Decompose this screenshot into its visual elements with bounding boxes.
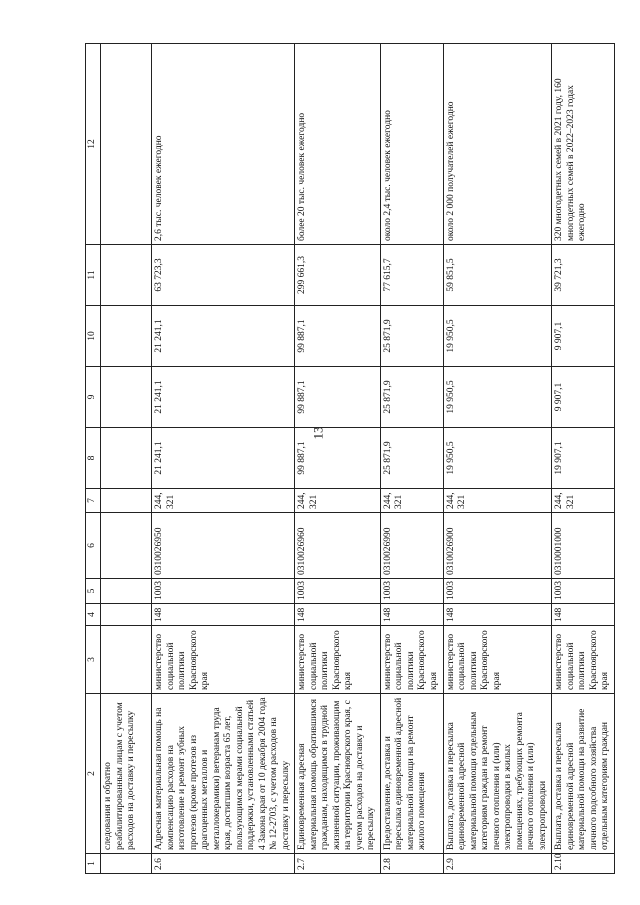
code-target: 0310026900 (443, 513, 552, 579)
amount-total: 63 723,3 (152, 245, 295, 306)
code-grbs: 148 (380, 604, 443, 626)
amount-year-1: 19 907,1 (552, 428, 615, 489)
amount-total: 299 661,3 (295, 245, 381, 306)
expected-result: 320 многодетных семей в 2021 году, 160 многодетных семей в 2022–2023 годах ежегодно (552, 44, 615, 245)
code-expense-type: 244, 321 (552, 489, 615, 513)
continuation-text: следования и обратно реабилитированным лицам с учетом расходов на доставку и пересылку (101, 694, 152, 854)
amount-year-3: 19 950,5 (443, 306, 552, 367)
table-row (152, 44, 295, 874)
header-row (86, 44, 101, 874)
amount-year-3: 9 907,1 (552, 306, 615, 367)
row-number: 2.10 (552, 854, 615, 874)
code-expense-type: 244, 321 (380, 489, 443, 513)
amount-total: 77 615,7 (380, 245, 443, 306)
code-target: 0310026960 (295, 513, 381, 579)
code-grbs: 148 (295, 604, 381, 626)
header-cell: 11 (86, 245, 101, 306)
measure-name: Выплата, доставка и пересылка единовременной адресной материальной помощи на развитие личного подсобного хозяйства отдельным категориям граждан (552, 694, 615, 854)
amount-year-3: 25 871,9 (380, 306, 443, 367)
code-target: 0310026990 (380, 513, 443, 579)
code-expense-type: 244, 321 (152, 489, 295, 513)
expected-result: 2,6 тыс. человек ежегодно (152, 44, 295, 245)
code-section: 1003 (380, 579, 443, 604)
amount-year-1: 21 241,1 (152, 428, 295, 489)
continuation-row (101, 44, 152, 874)
row-number: 2.9 (443, 854, 552, 874)
rotated-table-container (85, 44, 610, 874)
responsible-org: министерство социальной политики Красноярского края (552, 626, 615, 694)
amount-total: 39 721,3 (552, 245, 615, 306)
code-grbs: 148 (152, 604, 295, 626)
table-row (443, 44, 552, 874)
amount-year-2: 19 950,5 (443, 367, 552, 428)
header-cell: 4 (86, 604, 101, 626)
code-section: 1003 (152, 579, 295, 604)
code-section: 1003 (443, 579, 552, 604)
row-number: 2.6 (152, 854, 295, 874)
measure-name: Единовременная адресная материальная помощь обратившимся гражданам, находящимся в трудной жизненной ситуации, проживающим на территории Красноярского края, с учетом расходов на доставку и пересылку (295, 694, 381, 854)
header-cell: 10 (86, 306, 101, 367)
code-grbs: 148 (443, 604, 552, 626)
code-target: 0310001000 (552, 513, 615, 579)
amount-year-1: 99 887,1 (295, 428, 381, 489)
measure-name: Предоставление, доставка и пересылка единовременной адресной материальной помощи на ремонт жилого помещения (380, 694, 443, 854)
amount-year-2: 9 907,1 (552, 367, 615, 428)
amount-year-2: 21 241,1 (152, 367, 295, 428)
header-cell: 5 (86, 579, 101, 604)
amount-year-3: 99 887,1 (295, 306, 381, 367)
header-cell: 3 (86, 626, 101, 694)
code-expense-type: 244, 321 (295, 489, 381, 513)
amount-year-3: 21 241,1 (152, 306, 295, 367)
amount-year-1: 25 871,9 (380, 428, 443, 489)
expected-result: более 20 тыс. человек ежегодно (295, 44, 381, 245)
amount-year-2: 25 871,9 (380, 367, 443, 428)
code-section: 1003 (295, 579, 381, 604)
header-cell: 1 (86, 854, 101, 874)
measure-name: Адресная материальная помощь на компенсацию расходов на изготовление и ремонт зубных протезов (кроме протезов из драгоценных металлов и металлокерамики) ветеранам труда края, достигшим возраста 65 лет, пользующимся мерами социальной поддержки, установленными статьей 4 Закона края от 10 декабря 2004 года № 12-2703, с учетом расходов на доставку и пересылку (152, 694, 295, 854)
row-number: 2.7 (295, 854, 381, 874)
table-row (380, 44, 443, 874)
table-row (295, 44, 381, 874)
amount-total: 59 851,5 (443, 245, 552, 306)
amount-year-2: 99 887,1 (295, 367, 381, 428)
header-cell: 7 (86, 489, 101, 513)
header-cell: 9 (86, 367, 101, 428)
row-number: 2.8 (380, 854, 443, 874)
budget-table (85, 43, 615, 874)
measure-name: Выплата, доставка и пересылка единовременной адресной материальной помощи отдельным категориям граждан на ремонт печного отопления и (или) электропроводки в жилых помещениях, требующих ремонта печного отопления и (или) электропроводки (443, 694, 552, 854)
responsible-org: министерство социальной политики Красноярского края (380, 626, 443, 694)
code-expense-type: 244, 321 (443, 489, 552, 513)
header-cell: 6 (86, 513, 101, 579)
code-section: 1003 (552, 579, 615, 604)
header-cell: 8 (86, 428, 101, 489)
responsible-org: министерство социальной политики Красноярского края (152, 626, 295, 694)
expected-result: около 2,4 тыс. человек ежегодно (380, 44, 443, 245)
code-target: 0310026950 (152, 513, 295, 579)
amount-year-1: 19 950,5 (443, 428, 552, 489)
expected-result: около 2 000 получателей ежегодно (443, 44, 552, 245)
header-cell: 2 (86, 694, 101, 854)
responsible-org: министерство социальной политики Красноярского края (295, 626, 381, 694)
page-number: 13 (310, 426, 326, 440)
responsible-org: министерство социальной политики Красноярского края (443, 626, 552, 694)
code-grbs: 148 (552, 604, 615, 626)
header-cell: 12 (86, 44, 101, 245)
table-row (552, 44, 615, 874)
